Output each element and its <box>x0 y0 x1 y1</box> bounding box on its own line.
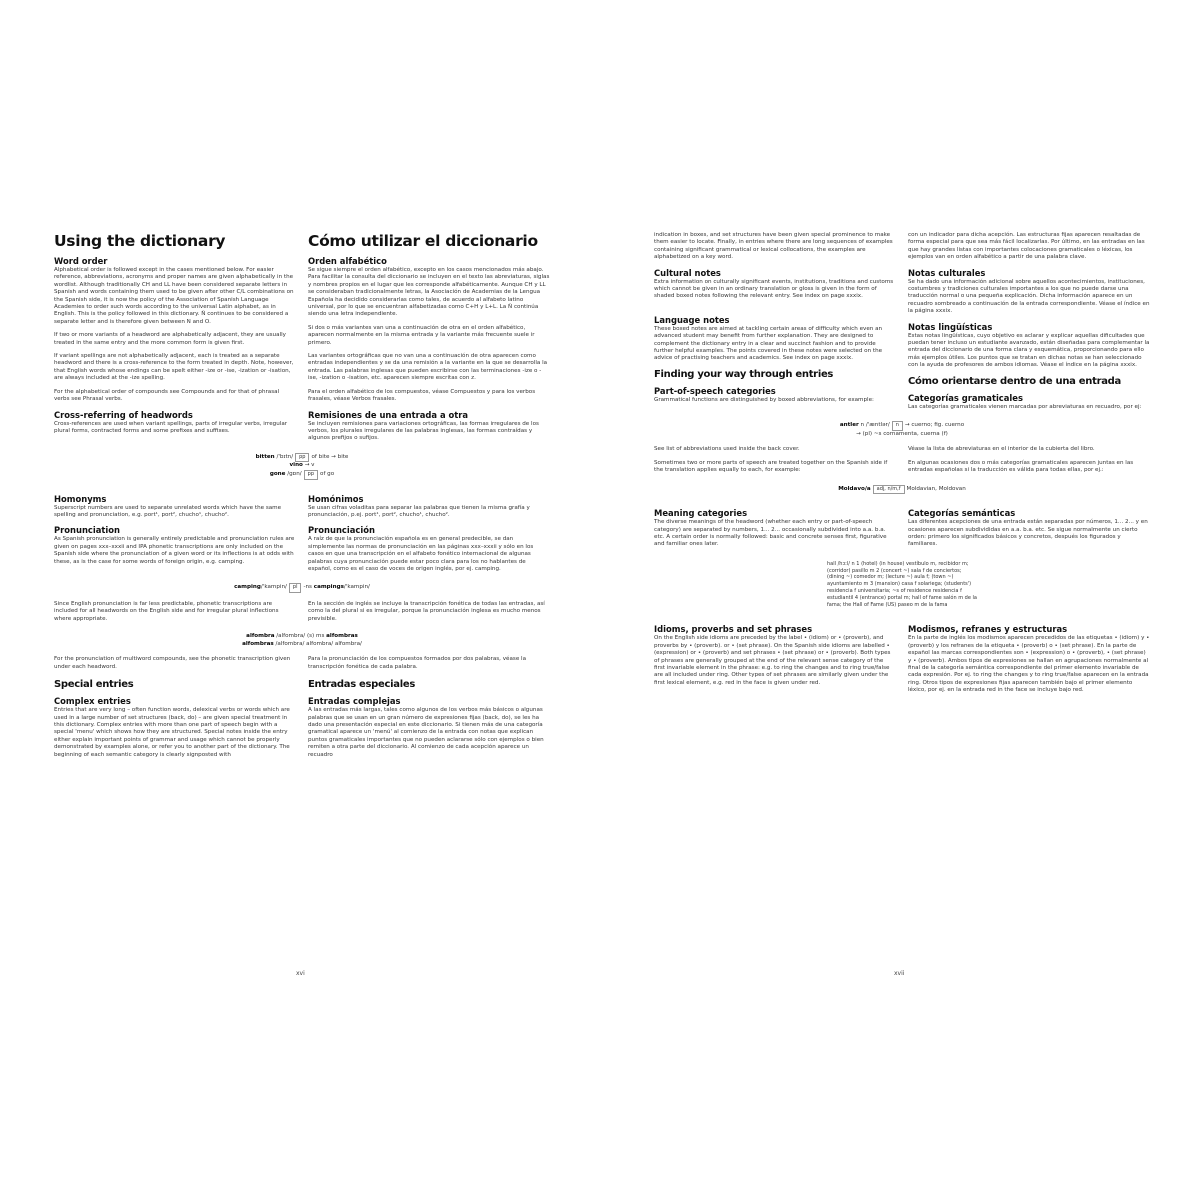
text-together: Sometimes two or more parts of speech are treated together on the Spanish side if the translation applies equally to each, for example: <box>654 459 888 474</box>
text-compounds: For the alphabetical order of compounds see Compounds and for that of phrasal verbs see Phrasal verbs. <box>54 388 280 403</box>
english-column-left-2 <box>54 488 296 580</box>
text-pronunciacion-2: En la sección de inglés se incluye la transcripción fonética de todas las entradas, así como la del plural si es irregular, porque la pronunciación inglesa es mucho menos previsible. <box>308 600 545 622</box>
heading-language-notes: Language notes <box>654 314 730 325</box>
heading-pos: Part-of-speech categories <box>654 385 776 396</box>
heading-pronunciacion: Pronunciación <box>308 525 375 536</box>
heading-cross-ref: Cross-referring of headwords <box>54 409 193 420</box>
heading-word-order: Word order <box>54 256 108 266</box>
heading-cultural-notes: Cultural notes <box>654 267 721 278</box>
text-notas-linguisticas: Estas notas lingüísticas, cuyo objetivo es aclarar y explicar aquellas dificultades que puedan tener incluso un estudiante avanzado, están diseñadas para complementar la entrada del diccionario de una forma clara y esquemática, proporcionando para ello más ejemplos útiles. Los puntos que se tratan en dichas notas se han seleccionado con la ayuda de profesores de ambos idiomas. Véase el índice en la página xxxix. <box>908 332 1150 369</box>
heading-idioms: Idioms, proverbs and set phrases <box>654 624 813 635</box>
heading-categorias-semanticas: Categorías semánticas <box>908 508 1016 519</box>
left-page <box>54 232 550 765</box>
text-meaning-categories: The diverse meanings of the headword (whether each entry or part-of-speech category) are separated by numbers, 1... 2... occasionally subdivided into a.a. b.a. etc. A certain order is normally followed: basic and concrete senses first, figurative and familiar ones later. <box>654 519 887 548</box>
text-pronunciation: As Spanish pronunciation is generally entirely predictable and pronunciation rules are given on pages xxx–xxxii and IPA phonetic transcriptions are only included on the Spanish side where the pronunciation of a given word or its inflections is at odds with these, as is the case for some words of foreign origin, e.g. camping. <box>54 536 295 565</box>
heading-homonimos: Homónimos <box>308 493 364 504</box>
text-entradas-complejas: A las entradas más largas, tales como algunos de los verbos más básicos o algunas palabras que se usan en un gran número de expresiones fijas (back, do), se les ha dado una presentación especial en este diccionario. Si tienen más de una categoría gramatical aparece un 'menú' al comienzo de la entrada con notas que explican puntos gramaticales importantes que no pueden aclararse sólo con ejemplos o bien remiten a otra parte del diccionario. Al comienzo de cada acepción aparece un recuadro <box>308 707 544 758</box>
page-number-right: xvii <box>894 970 905 977</box>
text-cross-ref: Cross-references are used when variant spellings, parts of irregular verbs, irregular plural forms, contracted forms and some prefixes and suffixes. <box>54 420 288 434</box>
heading-como-orientarse: Cómo orientarse dentro de una entrada <box>908 375 1121 387</box>
sample-entry-hall: hall /hɔːl/ n 1 (hotel) (in house) vestíbulo m, recibidor m; (corridor) pasillo m 2 (concert ~) sala f de conciertos; (dining ~) comedor m; (lecture ~) aula f; (town ~) ayuntamiento m 3 (mansion) casa f solariega; (students') residencia f universitaria; ~s of residence residencia f estudiantil 4 (entrance) portal m; hall of fame salón m de la fama; the Hall of Fame (US) paseo m de la fama <box>827 560 977 608</box>
heading-complex-entries: Complex entries <box>54 696 131 707</box>
example-together: Moldavo/a adj, n/m,f Moldavian, Moldovan <box>654 485 1150 495</box>
text-continued-es: con un indicador para dicha acepción. Las estructuras fijas aparecen resaltadas de forma especial para que sea más fácil localizarlas. Por último, en las entradas en las que hay grandes listas con importantes colocaciones gramaticales o léxicas, los ejemplos van en orden alfabético a partir de una palabra clave. <box>908 232 1145 261</box>
example-pos: antler n /'æntlər/ n → cuerno; fig. cuerno → (pl) ~s cornamenta, cuerna (f) <box>839 422 965 437</box>
example-cross-ref: bitten /'bɪtn/ pp of bite → bite vino → v gone /gɒn/ pp of go <box>54 453 550 480</box>
text-pos: Grammatical functions are distinguished by boxed abbreviations, for example: <box>654 396 874 403</box>
text-remisiones: Se incluyen remisiones para variaciones ortográficas, las formas irregulares de los verbos, los plurales irregulares de las palabras inglesas, las formas contraídas y algunos prefijos o sufijos. <box>308 420 539 442</box>
heading-categorias-gramaticales: Categorías gramaticales <box>908 392 1023 403</box>
example-pronunciation: camping/'kampin/ pl -ns campings/'kampin/ <box>54 583 550 593</box>
heading-meaning-categories: Meaning categories <box>654 508 748 519</box>
page-number-left: xvi <box>296 970 305 977</box>
text-pronunciation-2: Since English pronunciation is far less predictable, phonetic transcriptions are included for all headwords on the English side and for irregular plural inflections where appropriate. <box>54 600 279 622</box>
text-homonyms: Superscript numbers are used to separate unrelated words which have the same spelling and pronunciation, e.g. port¹, port², chucho¹, chucho². <box>54 504 282 518</box>
heading-orden: Orden alfabético <box>308 256 387 266</box>
text-complex-entries: Entries that are very long – often function words, delexical verbs or words which are used in a large number of set structures (back, do) – are given special treatment in this dictionary. Complex entries with more than one part of speech begin with a special 'menu' which shows how they are structured. Special notes inside the entry either explain important points of grammar and usage which cannot be properly demonstrated by examples alone, or refer you to another part of the dictionary. The beginning of each semantic category is clearly signposted with <box>54 707 290 758</box>
text-variant-spellings: If variant spellings are not alphabetically adjacent, each is treated as a separate headword and there is a cross-reference to the form treated in depth. Note, however, that English words whose endings can be spelt either -ize or -ise, -ization or -isation, are always included at the -ize spelling. <box>54 353 294 382</box>
heading-entradas-especiales: Entradas especiales <box>308 679 415 691</box>
text-modismos: En la parte de inglés los modismos aparecen precedidos de las etiquetas • (idiom) y • (proverb) y los refranes de la etiqueta • (proverb) o • (set phrase). En la parte de español las marcas correspondientes son • (expression) o • (proverb), • (set phrase) y • (proverb). Ambos tipos de expresiones se hallan en agrupaciones normalmente al final de la categoría semántica correspondiente del primer elemento invariable de cada expresión. Por ej. to ring the changes y to ring true/false aparecen en la entrada ring. Otros tipos de expresiones fijas aparecen también bajo el primer elemento léxico, por ej. en la entrada red in the face se incluye bajo red. <box>908 635 1150 694</box>
text-orden: Se sigue siempre el orden alfabético, excepto en los casos mencionados más abajo. Para facilitar la consulta del diccionario se incluyen en el texto las abreviaturas, siglas y nombres propios en el lugar que les corresponde alfabéticamente. Aunque CH y LL se consideraban tradicionalmente letras, la Asociación de Academias de la Lengua Española ha decidido considerarlas como tales, de acuerdo al alfabeto latino universal, por lo que se encuentran alfabetizadas como C+H y L+L. La Ñ continúa siendo una letra independiente. <box>308 267 550 318</box>
spanish-column-left-2 <box>308 488 550 580</box>
text-cultural-notes: Extra information on culturally significant events, institutions, traditions and customs which cannot be given in an ordinary translation or gloss is given in the form of shaded boxed notes following the relevant entry. See index on page xxxix. <box>654 278 894 300</box>
heading-finding: Finding your way through entries <box>654 368 834 380</box>
example-plural: alfombra /alfombra/ (s) ms alfombras alfombras /alfombra/ alfombra/ alfombra/ <box>242 633 362 647</box>
text-list-abbrev: See list of abbreviations used inside the back cover. <box>654 446 800 453</box>
page-title-es: Cómo utilizar el diccionario <box>308 232 538 250</box>
heading-pronunciation: Pronunciation <box>54 525 120 536</box>
text-pronunciacion: A raíz de que la pronunciación española es en general predecible, se dan simplemente las normas de pronunciación en las páginas xxx–xxxii y sólo en los casos en que una transcripción en el alfabeto fonético internacional de algunas palabras cuya pronunciación puede estar poco clara para los no hablantes de español, como es el caso de voces de origen inglés, por ej. camping. <box>308 536 534 572</box>
text-variantes-ortograficas: Las variantes ortográficas que no van una a continuación de otra aparecen como entradas independientes y se da una remisión a la variante en la que se desarrolla la entrada. Las palabras inglesas que pueden escribirse con las terminaciones -ize o -ise, -ization o -isation, etc. aparecen siempre escritas con z. <box>308 353 548 382</box>
text-homonimos: Se usan cifras voladitas para separar las palabras que tienen la misma grafía y pronunciación, p.ej. port¹, port², chucho¹, chucho². <box>308 504 530 518</box>
text-variants: If two or more variants of a headword are alphabetically adjacent, they are usually treated in the same entry and the more common form is given first. <box>54 332 286 346</box>
heading-entradas-complejas: Entradas complejas <box>308 696 401 707</box>
english-column-left <box>54 232 296 449</box>
heading-modismos: Modismos, refranes y estructuras <box>908 624 1068 635</box>
text-multiword: For the pronunciation of multiword compounds, see the phonetic transcription given under each headword. <box>54 656 291 670</box>
page-title-en: Using the dictionary <box>54 232 226 250</box>
text-notas-culturales: Se ha dado una información adicional sobre aquellos acontecimientos, instituciones, costumbres y tradiciones culturales importantes a los que no puede darse una traducción normal o una pequeña explicación. Dicha información aparece en un recuadro sombreado a continuación de la entrada correspondiente. Véase el índice en la página xxxix. <box>908 278 1150 315</box>
text-categorias-gramaticales: Las categorías gramaticales vienen marcadas por abreviaturas en recuadro, por ej: <box>908 403 1142 410</box>
heading-notas-linguisticas: Notas lingüísticas <box>908 321 993 332</box>
text-continued-en: indication in boxes, and set structures have been given special prominence to make them easier to locate. Finally, in entries where there are long sequences of examples containing significant grammatical or lexical collocations, the examples are alphabetized on a key word. <box>654 232 893 261</box>
text-compuestos: Para el orden alfabético de los compuestos, véase Compuestos y para los verbos frasales, véase Verbos frasales. <box>308 388 536 403</box>
text-word-order: Alphabetical order is followed except in the cases mentioned below. For easier reference, abbreviations, acronyms and proper names are given alphabetically in the wordlist. Although traditionally CH and LL have been considered separate letters in Spanish and words containing them used to be given after other C/L combinations on the Spanish side, it is now the policy of the Association of Spanish Language Academies to order such words according to the universal Latin alphabet, as in English. This is the policy followed in this dictionary. Ñ continues to be considered a separate letter and is therefore given between N and O. <box>54 267 294 325</box>
text-juntas: En algunas ocasiones dos o más categorías gramaticales aparecen juntas en las entradas españolas si la traducción es válida para todas ellas, por ej.: <box>908 459 1134 474</box>
text-variantes: Si dos o más variantes van una a continuación de otra en el orden alfabético, aparecen normalmente en la misma entrada y la variante más frecuente suele ir primero. <box>308 324 535 346</box>
heading-special-entries: Special entries <box>54 679 134 691</box>
heading-notas-culturales: Notas culturales <box>908 267 986 278</box>
spanish-column-left <box>308 232 550 449</box>
text-idioms: On the English side idioms are preceded by the label • (idiom) or • (proverb), and proverbs by • (proverb). or • (set phrase). On the Spanish side idioms are labelled • (expression) or • (proverb) and set phrases • (set phrase) or • (proverb). Both types of phrases are generally grouped at the end of the relevant sense category of the first invariable element in the phrase: e.g. to ring the changes and to ring true/false are all included under ring. Other types of set phrases are similarly given under the first lexical element, e.g. red in the face is given under red. <box>654 635 891 686</box>
heading-homonyms: Homonyms <box>54 493 107 504</box>
heading-remisiones: Remisiones de una entrada a otra <box>308 409 469 420</box>
text-multiword-es: Para la pronunciación de los compuestos formados por dos palabras, véase la transcripción fonética de cada palabra. <box>308 656 527 670</box>
text-language-notes: These boxed notes are aimed at tackling certain areas of difficulty which even an advanced student may benefit from further explanation. They are designed to complement the dictionary entry in a clear and succinct fashion and to provide further helpful examples. The points covered in these notes were selected on the advice of practising teachers and academics. See index on page xxxix. <box>654 325 883 362</box>
text-lista-abreviaturas: Véase la lista de abreviaturas en el interior de la cubierta del libro. <box>908 446 1095 453</box>
text-categorias-semanticas: Las diferentes acepciones de una entrada están separadas por números, 1... 2... y en ocasiones aparecen subdivididas en a.a. b.a. etc. Se sigue normalmente un cierto orden: primero los significados básicos y concretos, después los figurados y familiares. <box>908 519 1148 548</box>
right-page <box>654 232 1150 701</box>
